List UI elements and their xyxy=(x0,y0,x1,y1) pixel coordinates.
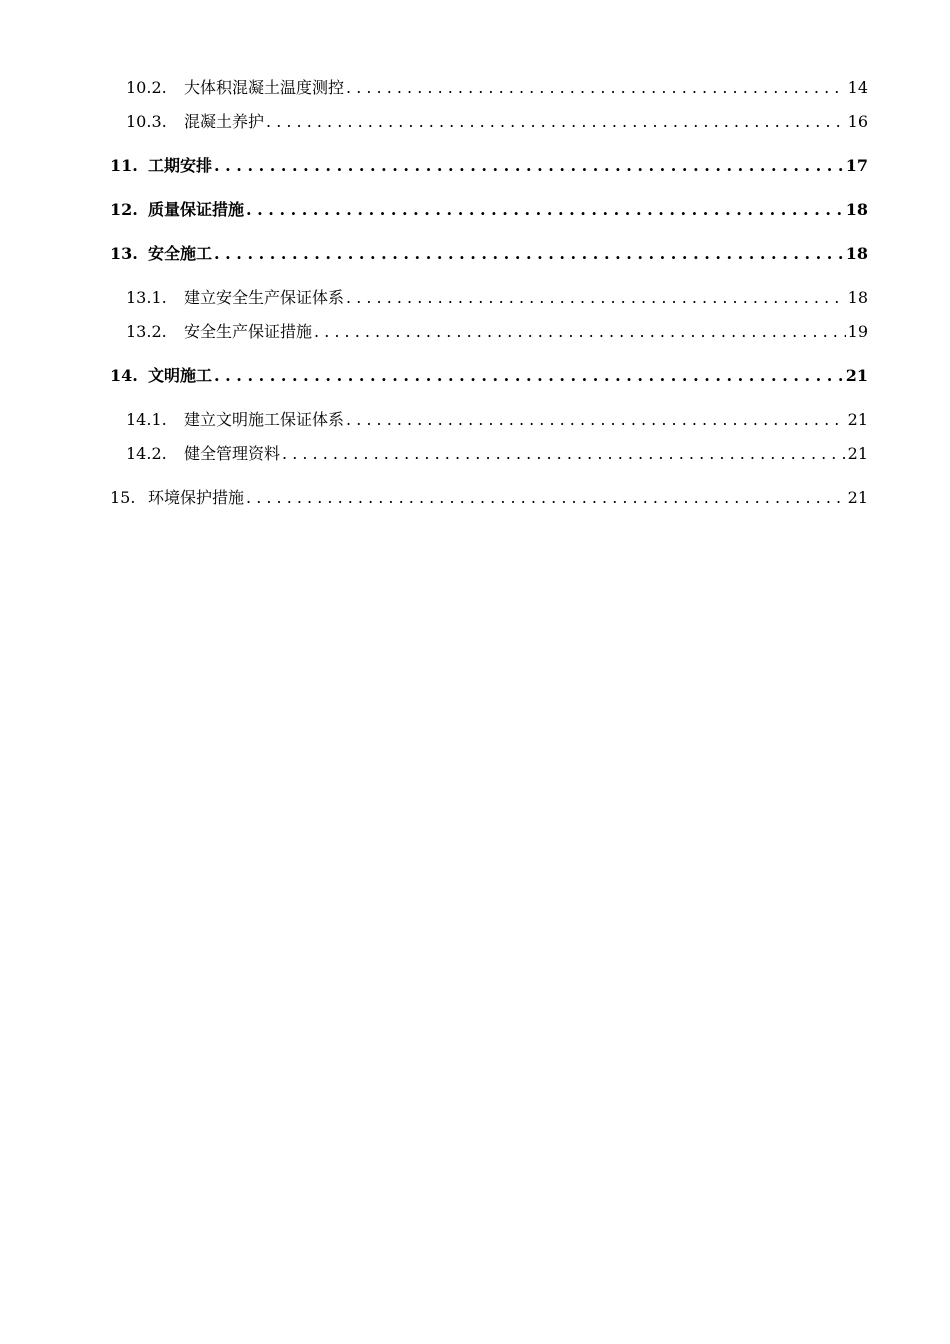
toc-entry-page: 21 xyxy=(847,410,868,429)
toc-entry-10-3[interactable] xyxy=(126,110,868,134)
toc-entry-page: 18 xyxy=(847,288,868,307)
toc-entry-title: 建立文明施工保证体系 xyxy=(184,410,345,429)
toc-entry-number: 10.2. xyxy=(126,78,167,97)
toc-entry-number: 14.2. xyxy=(126,444,167,463)
toc-entry-page: 18 xyxy=(845,200,868,219)
toc-entry-page: 21 xyxy=(847,444,868,463)
toc-entry-number: 10.3. xyxy=(126,112,167,131)
toc-entry-13-2[interactable] xyxy=(126,320,868,344)
toc-entry-12[interactable] xyxy=(110,198,868,222)
toc-entry-page: 21 xyxy=(847,488,868,507)
toc-entry-page: 18 xyxy=(845,244,868,263)
toc-entry-title: 工期安排 xyxy=(148,156,213,175)
toc-entry-15[interactable] xyxy=(110,486,868,510)
toc-entry-number: 11. xyxy=(110,156,138,175)
toc-entry-13-1[interactable] xyxy=(126,286,868,310)
toc-entry-14-2[interactable] xyxy=(126,442,868,466)
toc-entry-number: 13. xyxy=(110,244,138,263)
toc-entry-number: 13.1. xyxy=(126,288,167,307)
toc-entry-10-2[interactable] xyxy=(126,76,868,100)
toc-entry-title: 安全生产保证措施 xyxy=(184,322,313,341)
dot-leader xyxy=(246,486,846,510)
toc-entry-page: 17 xyxy=(845,156,868,175)
dot-leader xyxy=(282,442,846,466)
toc-entry-title: 混凝土养护 xyxy=(184,112,265,131)
dot-leader xyxy=(346,408,846,432)
dot-leader xyxy=(346,76,846,100)
dot-leader xyxy=(214,154,844,178)
toc-entry-number: 15. xyxy=(110,488,136,507)
toc-entry-11[interactable] xyxy=(110,154,868,178)
toc-entry-page: 19 xyxy=(847,322,868,341)
toc-entry-14-1[interactable] xyxy=(126,408,868,432)
toc-entry-number: 12. xyxy=(110,200,138,219)
toc-entry-13[interactable] xyxy=(110,242,868,266)
toc-entry-number: 13.2. xyxy=(126,322,167,341)
toc-entry-page: 21 xyxy=(845,366,868,385)
toc-entry-number: 14. xyxy=(110,366,138,385)
dot-leader xyxy=(266,110,846,134)
dot-leader xyxy=(314,320,846,344)
toc-entry-number: 14.1. xyxy=(126,410,167,429)
toc-entry-title: 环境保护措施 xyxy=(148,488,245,507)
toc-entry-page: 16 xyxy=(847,112,868,131)
dot-leader xyxy=(214,242,844,266)
toc-entry-page: 14 xyxy=(847,78,868,97)
toc-entry-title: 文明施工 xyxy=(148,366,213,385)
toc-entry-title: 质量保证措施 xyxy=(148,200,245,219)
dot-leader xyxy=(214,364,844,388)
toc-entry-title: 建立安全生产保证体系 xyxy=(184,288,345,307)
dot-leader xyxy=(346,286,846,310)
toc-entry-title: 安全施工 xyxy=(148,244,213,263)
toc-entry-title: 大体积混凝土温度测控 xyxy=(184,78,345,97)
toc-entry-14[interactable] xyxy=(110,364,868,388)
toc-entry-title: 健全管理资料 xyxy=(184,444,281,463)
dot-leader xyxy=(246,198,844,222)
